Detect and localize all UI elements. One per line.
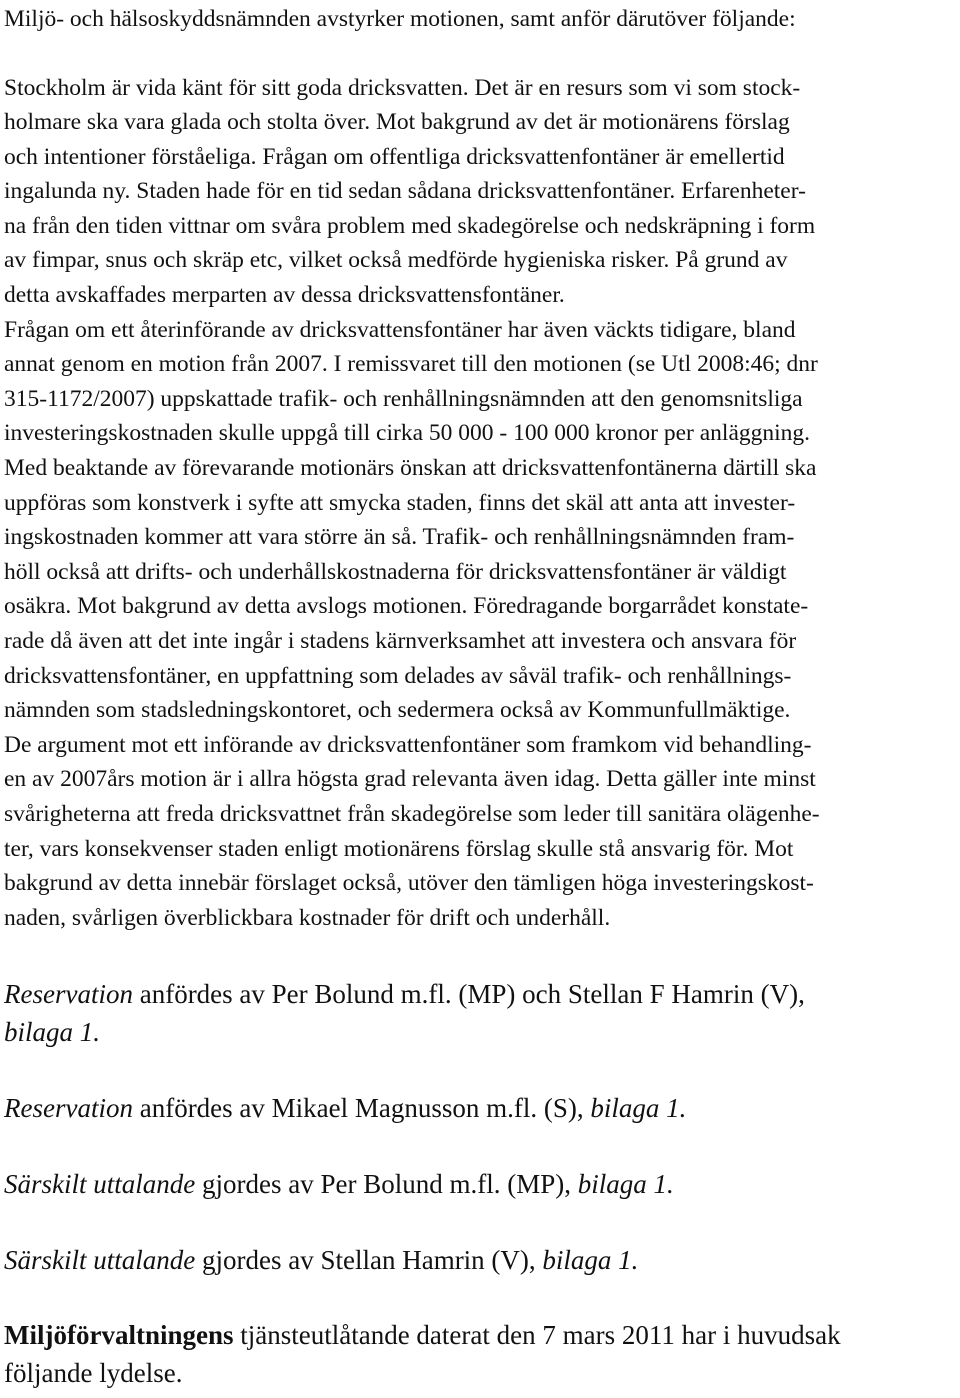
body-line: na från den tiden vittnar om svåra problem med skadegörelse och nedskräpning i form bbox=[4, 212, 816, 239]
note-label: Särskilt uttalande bbox=[4, 1169, 196, 1200]
special-statement-note-1 bbox=[4, 1165, 956, 1203]
attachment-ref: bilaga 1. bbox=[590, 1093, 687, 1124]
body-line: uppföras som konstverk i syfte att smycka staden, finns det skäl att anta att invester- bbox=[4, 489, 796, 516]
body-line: 315-1172/2007) uppskattade trafik- och renhållningsnämnden att den genomsnitsliga bbox=[4, 385, 803, 412]
closing-line bbox=[4, 1316, 956, 1354]
body-line: De argument mot ett införande av dricksvattenfontäner som framkom vid behandling- bbox=[4, 731, 812, 758]
body-line: Med beaktande av förevarande motionärs önskan att dricksvattenfontänerna därtill ska bbox=[4, 455, 817, 482]
note-line bbox=[4, 1165, 956, 1203]
closing-text: tjänsteutlåtande daterat den 7 mars 2011 har i huvudsak bbox=[233, 1320, 841, 1351]
reservation-note-2 bbox=[4, 1089, 956, 1127]
body-line: ter, vars konsekvenser staden enligt motionärens förslag skulle stå ansvarig för. Mot bbox=[4, 835, 794, 862]
body-paragraph bbox=[4, 37, 956, 936]
closing-paragraph bbox=[4, 1316, 956, 1392]
body-line: och intentioner förståeliga. Frågan om offentliga dricksvattenfontäner är emellertid bbox=[4, 143, 785, 170]
attachment-ref: bilaga 1. bbox=[542, 1245, 639, 1276]
note-line bbox=[4, 975, 956, 1013]
body-line: en av 2007års motion är i allra högsta grad relevanta även idag. Detta gäller inte minst bbox=[4, 766, 816, 793]
body-line: ingskostnaden kommer att vara större än så. Trafik- och renhållningsnämnden fram- bbox=[4, 524, 795, 551]
note-text: gjordes av Stellan Hamrin (V), bbox=[195, 1245, 543, 1276]
attachment-ref: bilaga 1. bbox=[577, 1169, 674, 1200]
body-line: Stockholm är vida känt för sitt goda dricksvatten. Det är en resurs som vi som stock- bbox=[4, 74, 801, 101]
note-line bbox=[4, 1013, 956, 1051]
body-line: bakgrund av detta innebär förslaget också, utöver den tämligen höga investeringskost- bbox=[4, 870, 814, 897]
body-line: dricksvattensfontäner, en uppfattning som delades av såväl trafik- och renhållnings- bbox=[4, 662, 792, 689]
reservation-note-1 bbox=[4, 975, 956, 1051]
intro-paragraph: Miljö- och hälsoskyddsnämnden avstyrker motionen, samt anför därutöver följande: bbox=[4, 6, 796, 32]
body-line: svårigheterna att freda dricksvattnet från skadegörelse som leder till sanitära olägenhe- bbox=[4, 800, 820, 827]
body-line: naden, svårligen överblickbara kostnader för drift och underhåll. bbox=[4, 904, 611, 931]
note-text: anfördes av Mikael Magnusson m.fl. (S), bbox=[132, 1093, 591, 1124]
body-line: osäkra. Mot bakgrund av detta avslogs motionen. Föredragande borgarrådet konstate- bbox=[4, 593, 809, 620]
body-line: rade då även att det inte ingår i stadens kärnverksamhet att investera och ansvara för bbox=[4, 628, 797, 654]
attachment-ref: bilaga 1. bbox=[4, 1017, 101, 1048]
note-line bbox=[4, 1089, 956, 1127]
body-line: nämnden som stadsledningskontoret, och sedermera också av Kommunfullmäktige. bbox=[4, 697, 791, 724]
special-statement-note-2 bbox=[4, 1241, 956, 1279]
note-label: Reservation bbox=[4, 979, 133, 1010]
body-line: detta avskaffades merparten av dessa dricksvattensfontäner. bbox=[4, 282, 565, 309]
body-line: höll också att drifts- och underhållskostnaderna för dricksvattensfontäner är väldigt bbox=[4, 558, 787, 585]
closing-line: följande lydelse. bbox=[4, 1358, 183, 1389]
department-name: Miljöförvaltningens bbox=[4, 1320, 234, 1351]
note-label: Reservation bbox=[4, 1093, 133, 1124]
body-line: ingalunda ny. Staden hade för en tid sedan sådana dricksvattenfontäner. Erfarenheter- bbox=[4, 178, 806, 205]
note-label: Särskilt uttalande bbox=[4, 1245, 196, 1276]
note-line bbox=[4, 1241, 956, 1279]
body-line: Frågan om ett återinförande av dricksvattensfontäner har även väckts tidigare, bland bbox=[4, 316, 796, 343]
body-line: holmare ska vara glada och stolta över. Mot bakgrund av det är motionärens förslag bbox=[4, 109, 790, 136]
note-text: gjordes av Per Bolund m.fl. (MP), bbox=[195, 1169, 578, 1200]
note-text: anfördes av Per Bolund m.fl. (MP) och Stellan F Hamrin (V), bbox=[132, 979, 805, 1010]
body-line: av fimpar, snus och skräp etc, vilket också medförde hygieniska risker. På grund av bbox=[4, 247, 788, 274]
body-line: investeringskostnaden skulle uppgå till cirka 50 000 - 100 000 kronor per anläggning. bbox=[4, 420, 811, 447]
body-line: annat genom en motion från 2007. I remissvaret till den motionen (se Utl 2008:46; dnr bbox=[4, 351, 818, 378]
